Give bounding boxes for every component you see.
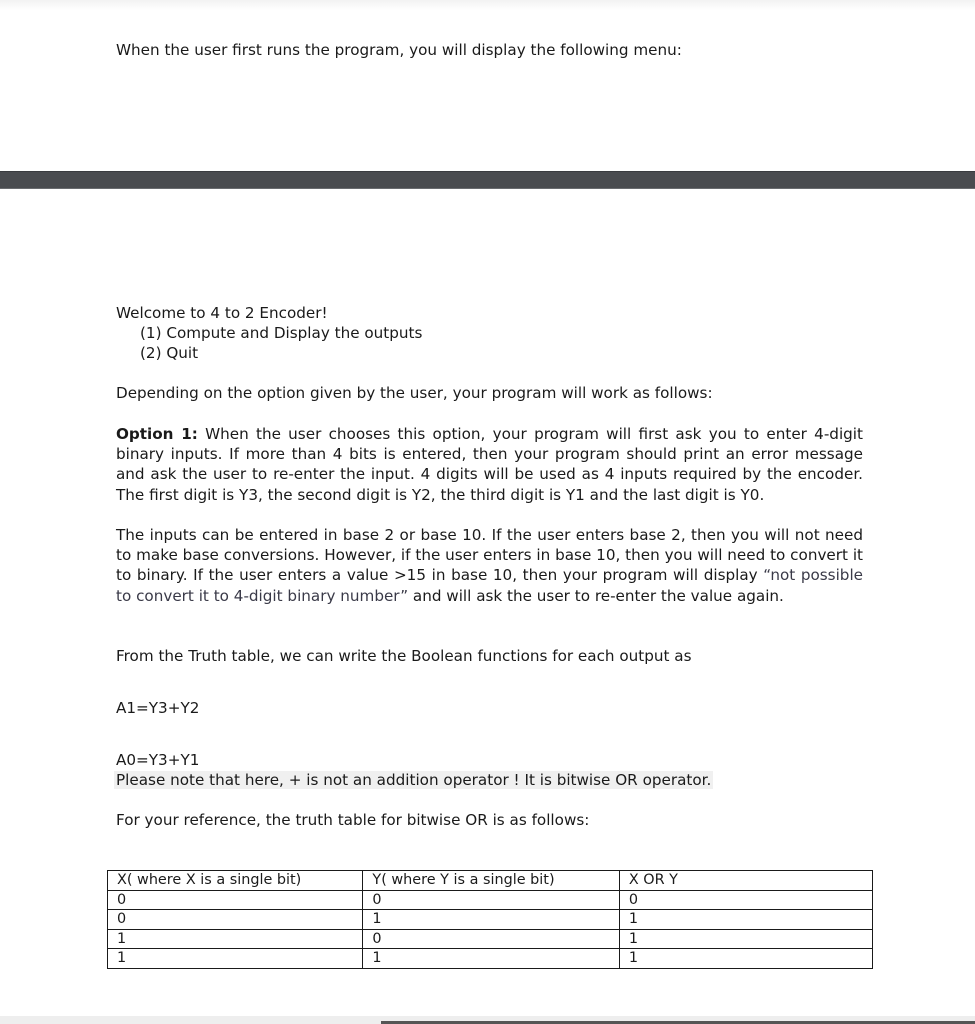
table-header-x: X( where X is a single bit) [108, 871, 363, 891]
truth-table [107, 870, 873, 969]
table-cell: 0 [619, 890, 872, 910]
option1-label: Option 1: [116, 425, 198, 443]
menu-item-compute: (1) Compute and Display the outputs [140, 324, 423, 342]
inputs-paragraph [116, 525, 863, 606]
menu-item-quit: (2) Quit [140, 344, 199, 362]
note-highlight: Please note that here, + is not an addition operator ! It is bitwise OR operator. [116, 771, 712, 789]
table-cell: 0 [108, 910, 363, 930]
table-cell: 1 [619, 929, 872, 949]
depending-text: Depending on the option given by the user, your program will work as follows: [116, 384, 713, 402]
table-cell: 1 [363, 949, 619, 969]
error-quote: “not possible to convert it to 4-digit binary number” [116, 566, 864, 605]
reference-text: For your reference, the truth table for bitwise OR is as follows: [116, 811, 590, 829]
note-text [114, 770, 713, 790]
table-row [108, 929, 873, 949]
table-row [108, 949, 873, 969]
table-header-row [108, 871, 873, 891]
equation-a0: A0=Y3+Y1 [116, 751, 200, 769]
page-top-edge [0, 0, 975, 10]
section-divider-bar [0, 171, 975, 189]
table-header-y: Y( where Y is a single bit) [363, 871, 619, 891]
table-cell: 0 [363, 929, 619, 949]
option1-paragraph [116, 424, 863, 505]
truth-intro-text: From the Truth table, we can write the Boolean functions for each output as [116, 647, 692, 665]
table-cell: 1 [363, 910, 619, 930]
table-cell: 1 [619, 949, 872, 969]
menu-title: Welcome to 4 to 2 Encoder! [116, 304, 328, 322]
inputs-text: The inputs can be entered in base 2 or base 10. If the user enters base 2, then you will not need to make base conversions. However, if the user enters in base 10, then you will need to convert it to binary. If the user enters a value >15 in base 10, then your program will display [116, 526, 863, 585]
table-cell: 1 [108, 949, 363, 969]
table-cell: 0 [363, 890, 619, 910]
equation-a1: A1=Y3+Y2 [116, 699, 200, 717]
intro-text: When the user first runs the program, you will display the following menu: [116, 41, 682, 59]
table-cell: 0 [108, 890, 363, 910]
inputs-tail: and will ask the user to re-enter the value again. [408, 586, 784, 605]
table-header-xor: X OR Y [619, 871, 872, 891]
option1-text: When the user chooses this option, your program will first ask you to enter 4-digit binary inputs. If more than 4 bits is entered, then your program should print an error message and ask the user to re-enter the input. 4 digits will be used as 4 inputs required by the encoder. The first digit is Y3, the second digit is Y2, the third digit is Y1 and the last digit is Y0. [116, 425, 863, 504]
table-cell: 1 [108, 929, 363, 949]
table-row [108, 910, 873, 930]
table-cell: 1 [619, 910, 872, 930]
table-row [108, 890, 873, 910]
